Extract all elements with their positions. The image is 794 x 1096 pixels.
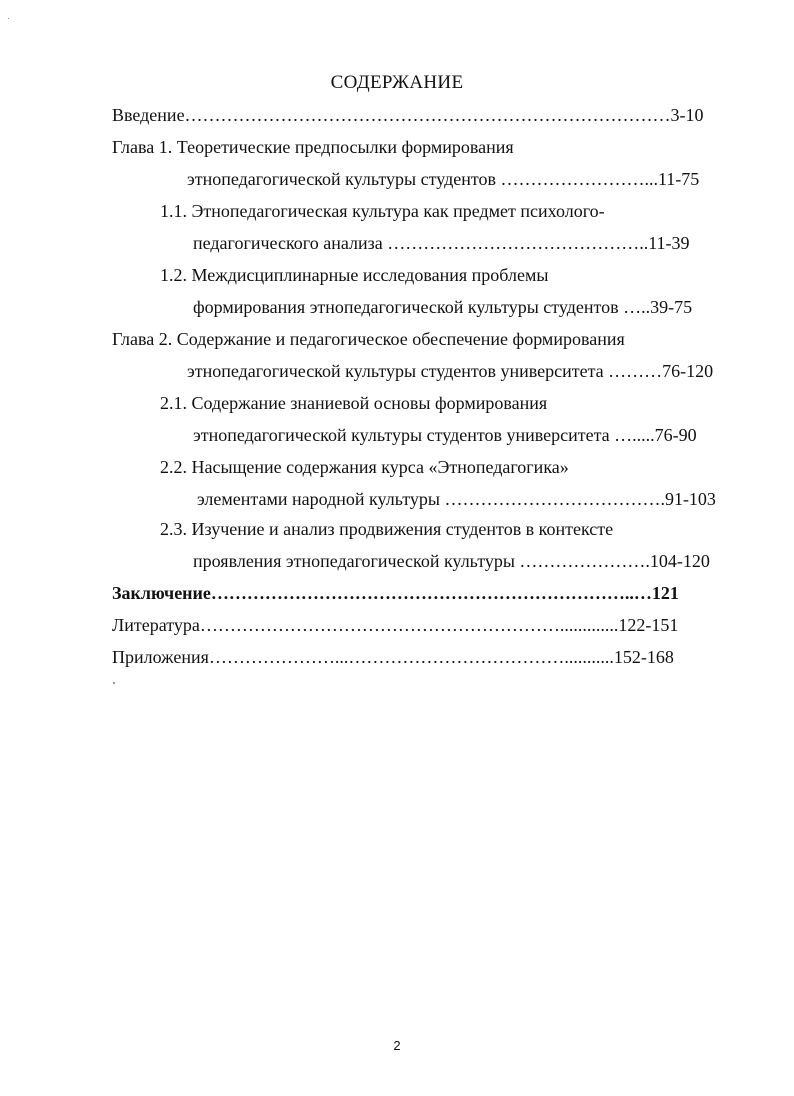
toc-entry-literature: Литература…………………………………………………….............122-151 — [112, 615, 679, 635]
toc-entry-section-1-1: 1.1. Этнопедагогическая культура как предмет психолого- — [160, 201, 605, 221]
toc-entry-chapter-1: Глава 1. Теоретические предпосылки формирования — [112, 137, 514, 157]
toc-entry-appendices: Приложения…………………...………………………………...........152-168 — [112, 647, 674, 667]
page-number: 2 — [393, 1038, 401, 1053]
toc-title: СОДЕРЖАНИЕ — [330, 72, 464, 93]
toc-entry-conclusion: Заключение……………………………………………………………..…121 — [112, 583, 679, 603]
toc-entry-section-2-3: 2.3. Изучение и анализ продвижения студентов в контексте — [160, 519, 614, 539]
toc-entry-section-2-2-cont: элементами народной культуры ……………………………….91-103 — [197, 489, 716, 509]
toc-entry-introduction: Введение………………………………………………………………………3-10 — [112, 105, 704, 125]
toc-entry-chapter-2-cont: этнопедагогической культуры студентов университета ………76-120 — [187, 361, 714, 381]
toc-entry-section-1-1-cont: педагогического анализа ……………………………………..11-39 — [193, 233, 690, 253]
toc-entry-section-2-3-cont: проявления этнопедагогической культуры ………………….104-120 — [193, 551, 710, 571]
toc-entry-section-2-2: 2.2. Насыщение содержания курса «Этнопедагогика» — [160, 457, 569, 477]
toc-entry-section-1-2: 1.2. Междисциплинарные исследования проблемы — [160, 265, 549, 285]
toc-entry-section-1-2-cont: формирования этнопедагогической культуры студентов …..39-75 — [193, 297, 693, 317]
toc-entry-chapter-1-cont: этнопедагогической культуры студентов ……………………...11-75 — [187, 169, 700, 189]
toc-entry-section-2-1-cont: этнопедагогической культуры студентов университета ….....76-90 — [193, 425, 697, 445]
toc-entry-section-2-1: 2.1. Содержание знаниевой основы формирования — [160, 393, 548, 413]
toc-entry-chapter-2: Глава 2. Содержание и педагогическое обеспечение формирования — [112, 329, 625, 349]
scan-artifact — [113, 682, 115, 684]
scan-artifact — [8, 18, 9, 19]
